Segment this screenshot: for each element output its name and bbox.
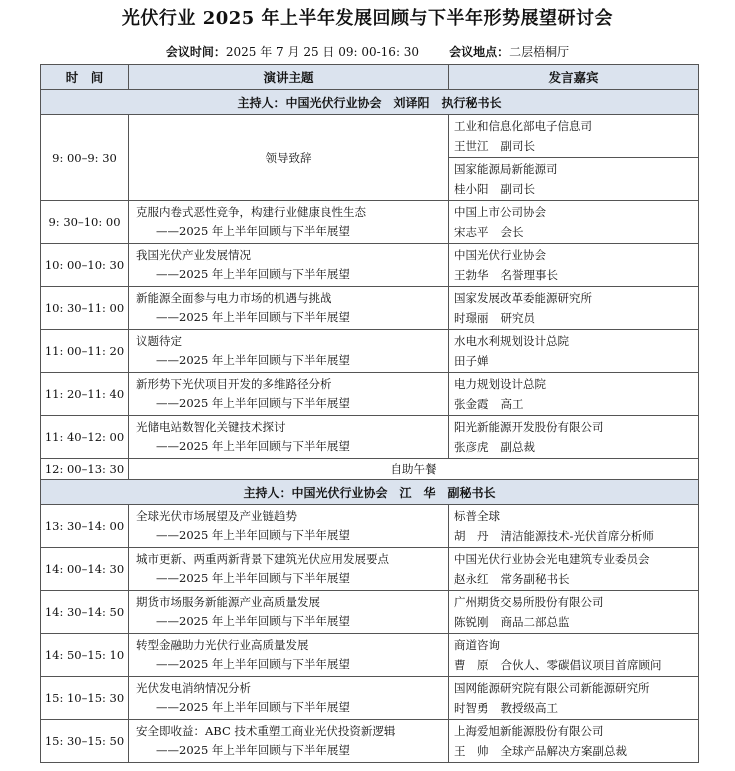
speaker-org: 商道咨询	[454, 638, 500, 652]
session-row	[41, 416, 699, 459]
speaker-role: 副司长	[500, 139, 535, 153]
speaker-name-line	[449, 222, 698, 242]
speaker-name-line	[449, 655, 698, 675]
speaker-name-line	[449, 612, 698, 632]
time-value: 2025 年 7 月 25 日 09: 00-16: 30	[225, 45, 420, 59]
speaker-cell	[449, 505, 699, 548]
session-topic	[129, 720, 449, 763]
session-time: 9: 30–10: 00	[41, 201, 129, 244]
topic-subtitle: ——2025 年上半年回顾与下半年展望	[156, 396, 350, 410]
topic-subtitle: ——2025 年上半年回顾与下半年展望	[156, 267, 350, 281]
speaker-name-line	[449, 526, 698, 546]
session-time: 12: 00–13: 30	[41, 459, 129, 480]
topic-title: 城市更新、两重两新背景下建筑光伏应用发展要点	[136, 552, 389, 566]
time-label: 会议时间：	[165, 45, 226, 59]
speaker-cell	[449, 634, 699, 677]
speaker-name: 王 帅	[454, 744, 489, 758]
session-time: 15: 10–15: 30	[41, 677, 129, 720]
topic-title: 期货市场服务新能源产业高质量发展	[136, 595, 320, 609]
session-topic	[129, 634, 449, 677]
speaker-role: 教授级高工	[500, 701, 558, 715]
speaker-cell	[449, 677, 699, 720]
speaker-name: 时智勇	[454, 701, 489, 715]
speaker-cell	[449, 591, 699, 634]
session-row	[41, 287, 699, 330]
place-label: 会议地点：	[449, 45, 510, 59]
speaker-name-line	[449, 179, 698, 199]
host-row-afternoon	[41, 480, 699, 505]
speaker-org: 中国光伏行业协会	[454, 248, 546, 262]
speaker-org: 电力规划设计总院	[454, 377, 546, 391]
speaker-name-line	[449, 308, 698, 328]
speaker-org: 中国光伏行业协会光电建筑专业委员会	[454, 552, 650, 566]
topic-subtitle: ——2025 年上半年回顾与下半年展望	[156, 743, 350, 757]
speaker-name-line	[449, 265, 698, 285]
speaker-role: 商品二部总监	[500, 615, 570, 629]
speaker-name-line	[449, 437, 698, 457]
speaker-role: 副司长	[500, 182, 535, 196]
topic-title: 新能源全面参与电力市场的机遇与挑战	[136, 291, 332, 305]
topic-title: 议题待定	[136, 334, 182, 348]
speaker-role: 名誉理事长	[500, 268, 558, 282]
topic-subtitle: ——2025 年上半年回顾与下半年展望	[156, 439, 350, 453]
session-row	[41, 634, 699, 677]
session-time: 11: 00–11: 20	[41, 330, 129, 373]
session-row	[41, 330, 699, 373]
speaker-name: 张金霞	[454, 397, 489, 411]
speaker-name-line	[449, 394, 698, 414]
session-time: 11: 20–11: 40	[41, 373, 129, 416]
session-topic	[129, 548, 449, 591]
speaker-role: 会长	[500, 225, 524, 239]
speaker-cell	[449, 548, 699, 591]
speaker-name-line	[449, 569, 698, 589]
place-value: 二层梧桐厅	[509, 45, 570, 59]
speaker-name-line	[449, 351, 698, 371]
meeting-info	[0, 43, 735, 60]
topic-title: 新形势下光伏项目开发的多维路径分析	[136, 377, 332, 391]
speaker-org: 上海爱旭新能源股份有限公司	[454, 724, 604, 738]
lunch-row	[41, 459, 699, 480]
session-time: 11: 40–12: 00	[41, 416, 129, 459]
speaker-org: 国家发展改革委能源研究所	[454, 291, 592, 305]
session-topic	[129, 505, 449, 548]
speaker-name: 张彦虎	[454, 440, 489, 454]
session-row	[41, 591, 699, 634]
session-time: 13: 30–14: 00	[41, 505, 129, 548]
session-row	[41, 548, 699, 591]
topic-title: 转型金融助力光伏行业高质量发展	[136, 638, 309, 652]
topic-title: 我国光伏产业发展情况	[136, 248, 251, 262]
topic-subtitle: ——2025 年上半年回顾与下半年展望	[156, 700, 350, 714]
session-time: 14: 00–14: 30	[41, 548, 129, 591]
topic-title: 光储电站数智化关键技术探讨	[136, 420, 286, 434]
speaker-name-line	[449, 698, 698, 718]
session-time: 9: 00–9: 30	[41, 115, 129, 201]
speaker-cell	[449, 373, 699, 416]
speaker-name: 曹 原	[454, 658, 489, 672]
speaker-name: 王勃华	[454, 268, 489, 282]
topic-subtitle: ——2025 年上半年回顾与下半年展望	[156, 657, 350, 671]
header-topic: 演讲主题	[129, 65, 449, 90]
speaker-role: 高工	[500, 397, 524, 411]
lunch-label: 自助午餐	[129, 459, 699, 480]
speaker-org: 中国上市公司协会	[454, 205, 546, 219]
session-topic	[129, 330, 449, 373]
topic-title: 安全即收益：ABC 技术重塑工商业光伏投资新逻辑	[136, 724, 396, 738]
speaker-name: 陈锐刚	[454, 615, 489, 629]
header-row	[41, 65, 699, 90]
session-topic: 领导致辞	[129, 115, 449, 201]
session-row	[41, 373, 699, 416]
speaker-cell	[449, 416, 699, 459]
schedule-table	[40, 64, 699, 763]
speaker-role: 副总裁	[500, 440, 535, 454]
session-time: 10: 00–10: 30	[41, 244, 129, 287]
topic-title: 全球光伏市场展望及产业链趋势	[136, 509, 297, 523]
speaker-name: 田子婵	[454, 354, 489, 368]
speaker-cell	[449, 244, 699, 287]
session-time: 15: 30–15: 50	[41, 720, 129, 763]
speaker-org: 广州期货交易所股份有限公司	[454, 595, 604, 609]
speaker-org: 国网能源研究院有限公司新能源研究所	[454, 681, 650, 695]
speaker-cell	[449, 720, 699, 763]
topic-subtitle: ——2025 年上半年回顾与下半年展望	[156, 224, 350, 238]
session-topic	[129, 373, 449, 416]
speaker-name: 时璟丽	[454, 311, 489, 325]
session-time: 10: 30–11: 00	[41, 287, 129, 330]
speaker-name: 王世江	[454, 139, 489, 153]
speaker-cell	[449, 330, 699, 373]
speaker-role: 常务副秘书长	[500, 572, 570, 586]
topic-subtitle: ——2025 年上半年回顾与下半年展望	[156, 353, 350, 367]
host-afternoon: 主持人：中国光伏行业协会 江 华 副秘书长	[41, 480, 699, 505]
session-row	[41, 720, 699, 763]
speaker-org: 国家能源局新能源司	[454, 162, 558, 176]
topic-subtitle: ——2025 年上半年回顾与下半年展望	[156, 528, 350, 542]
session-time: 14: 30–14: 50	[41, 591, 129, 634]
session-topic	[129, 201, 449, 244]
speaker-name-line	[449, 741, 698, 761]
speaker-cell	[449, 115, 699, 201]
session-row	[41, 677, 699, 720]
topic-subtitle: ——2025 年上半年回顾与下半年展望	[156, 614, 350, 628]
session-topic	[129, 244, 449, 287]
session-row	[41, 244, 699, 287]
speaker-role: 合伙人、零碳倡议项目首席顾问	[500, 658, 662, 672]
session-topic	[129, 287, 449, 330]
speaker-role: 清洁能源技术-光伏首席分析师	[500, 529, 654, 543]
page-title: 光伏行业 2025 年上半年发展回顾与下半年形势展望研讨会	[121, 8, 614, 29]
host-row-morning	[41, 90, 699, 115]
session-topic	[129, 591, 449, 634]
speaker-org: 阳光新能源开发股份有限公司	[454, 420, 604, 434]
session-topic	[129, 416, 449, 459]
session-row	[41, 201, 699, 244]
session-topic	[129, 677, 449, 720]
topic-subtitle: ——2025 年上半年回顾与下半年展望	[156, 571, 350, 585]
topic-subtitle: ——2025 年上半年回顾与下半年展望	[156, 310, 350, 324]
opening-row	[41, 115, 699, 201]
speaker-name: 桂小阳	[454, 182, 489, 196]
session-time: 14: 50–15: 10	[41, 634, 129, 677]
speaker-org: 工业和信息化部电子信息司	[454, 119, 592, 133]
speaker-role: 研究员	[500, 311, 535, 325]
speaker-name: 胡 丹	[454, 529, 489, 543]
topic-title: 光伏发电消纳情况分析	[136, 681, 251, 695]
speaker-role: 全球产品解决方案副总裁	[500, 744, 627, 758]
topic-title: 克服内卷式恶性竞争，构建行业健康良性生态	[136, 205, 366, 219]
host-morning: 主持人：中国光伏行业协会 刘译阳 执行秘书长	[41, 90, 699, 115]
speaker-name-line	[449, 136, 698, 156]
speaker-org: 水电水利规划设计总院	[454, 334, 569, 348]
speaker-name: 宋志平	[454, 225, 489, 239]
speaker-name: 赵永红	[454, 572, 489, 586]
speaker-org: 标普全球	[454, 509, 500, 523]
header-speaker: 发言嘉宾	[449, 65, 699, 90]
speaker-entry	[449, 115, 698, 157]
speaker-cell	[449, 287, 699, 330]
speaker-entry	[449, 157, 698, 200]
speaker-cell	[449, 201, 699, 244]
session-row	[41, 505, 699, 548]
header-time: 时 间	[41, 65, 129, 90]
